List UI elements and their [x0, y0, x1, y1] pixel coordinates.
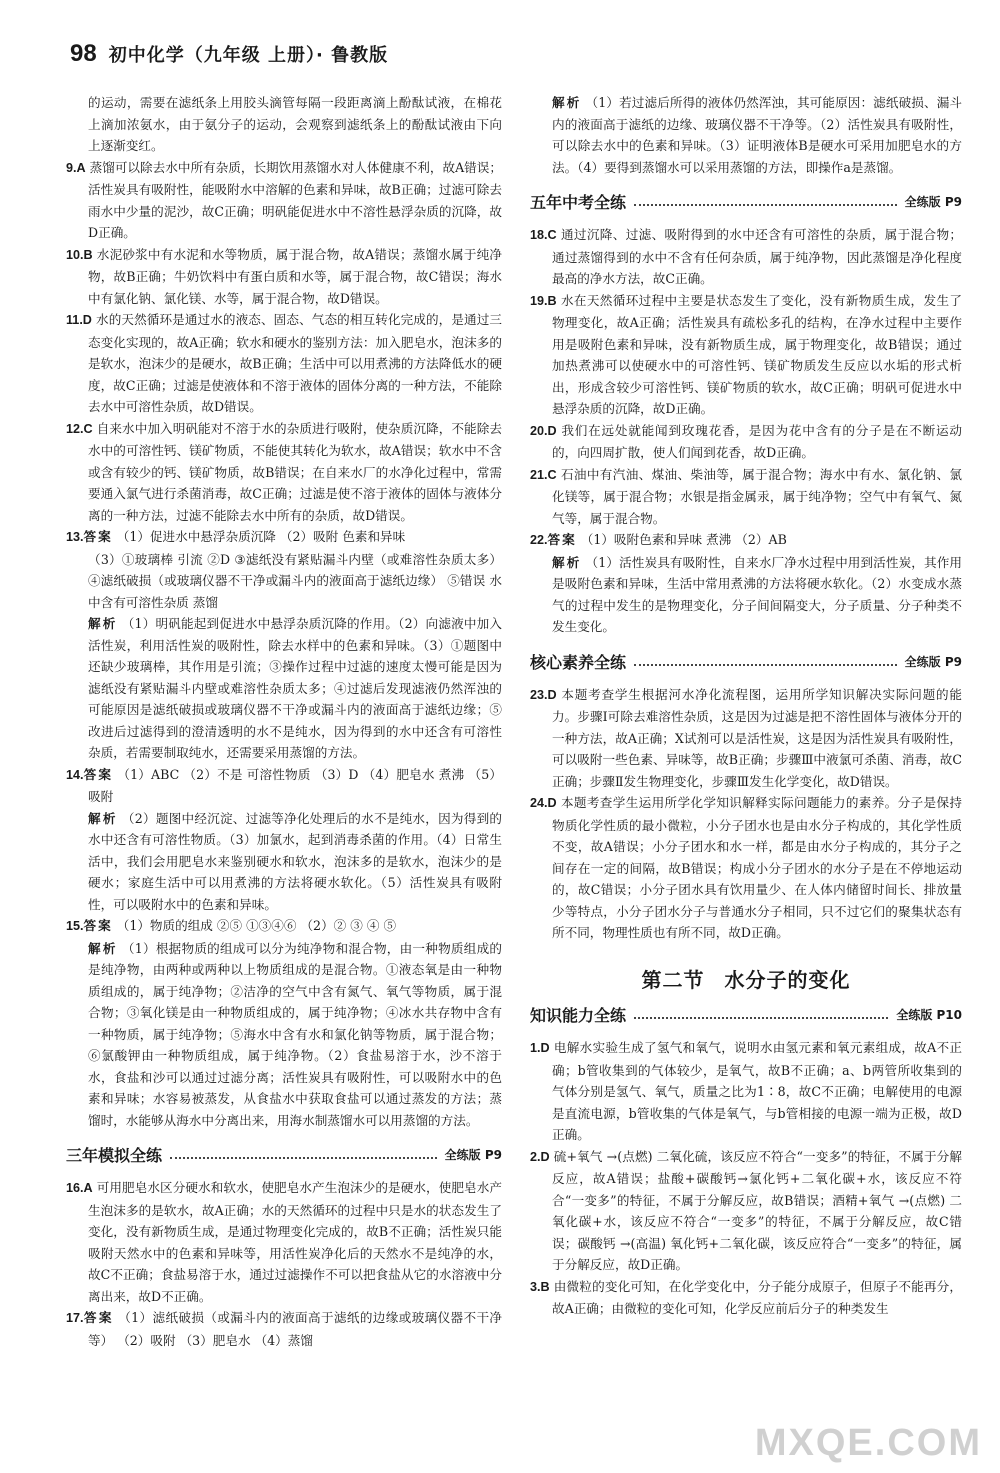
item-number: 16.A: [66, 1181, 93, 1195]
answer-12: [66, 418, 502, 527]
item-number: 3.B: [530, 1279, 550, 1294]
section-ref: 全练版 P9: [904, 654, 962, 669]
chapter-title: 水分子的变化: [724, 967, 851, 992]
answer-10: [66, 244, 502, 310]
chapter-heading: [530, 967, 962, 992]
item-text: 电解水实验生成了氢气和氧气，说明水由氢元素和氧元素组成，故A不正确；b管收集到的气体较少，是氧气，故B不正确；a、b两管所收集到的气体分别是氢气、氧气，质量之比为1∶8，故C不正确；电解使用的电源是直流电源，b管收集的气体是氧气，与b管相接的电源一端为正极，故D正确。: [552, 1040, 962, 1142]
explanation-22: [530, 552, 962, 638]
leader-dots: [634, 664, 897, 666]
item-number: 15.: [66, 919, 84, 933]
answer-9: [66, 157, 502, 244]
answer-15: [66, 915, 502, 938]
item-number: 21.C: [530, 467, 557, 482]
answer-21: [530, 464, 962, 530]
item-text: 由微粒的变化可知，在化学变化中，分子能分成原子，但原子不能再分，故A正确；由微粒的变化可知，化学反应前后分子的种类发生: [552, 1278, 962, 1316]
answer-text: （1）滤纸破损（或漏斗内的液面高于滤纸的边缘或玻璃仪器不干净等） （2）吸附 （3）肥皂水 （4）蒸馏: [88, 1310, 503, 1348]
section-header-sannian: [66, 1139, 502, 1173]
answer-label: 答案: [547, 532, 577, 547]
item-text: 蒸馏可以除去水中所有杂质，长期饮用蒸馏水对人体健康不利，故A错误；活性炭具有吸附性，能吸附水中溶解的色素和异味，故B正确；过滤可除去雨水中少量的泥沙，故C正确；明矾能促进水中不溶性悬浮杂质的沉降，故D正确。: [88, 159, 502, 240]
item-text: 水在天然循环过程中主要是状态发生了变化，没有新物质生成，发生了物理变化，故A正确；活性炭具有疏松多孔的结构，在净水过程中主要作用是吸附色素和异味，没有新物质生成，属于物理变化，故B错误；通过加热煮沸可以使硬水中的可溶性钙、镁矿物质发生反应以水垢的形式析出，形成含较少可溶性钙、镁矿物质的软水，故C正确；明矾可促进水中悬浮杂质的沉降，故D正确。: [552, 292, 962, 416]
section-title: 知识能力全练: [530, 1006, 627, 1026]
answer-19: [530, 290, 962, 420]
answer-text: （1）ABC （2）不是 可溶性物质 （3）D （4）肥皂水 煮沸 （5）吸附: [88, 766, 502, 804]
section-title: 核心素养全练: [530, 652, 627, 672]
answer-label: 答案: [83, 766, 114, 782]
section-ref: 全练版 P9: [444, 1148, 502, 1163]
item-number: 20.D: [530, 423, 557, 438]
section-ref: 全练版 P10: [896, 1008, 962, 1023]
item-number: 1.D: [530, 1041, 550, 1055]
chapter-number: 第二节: [641, 967, 705, 992]
section-ref: 全练版 P9: [904, 195, 962, 210]
answer-text: （1）物质的组成 ②⑤ ①③④⑥ （2）② ③ ④ ⑤: [116, 918, 397, 933]
item-number: 22.: [530, 533, 548, 547]
explanation-text: （1）若过滤后所得的液体仍然浑浊，其可能原因：滤纸破损、漏斗内的液面高于滤纸的边缘、玻璃仪器不干净等。（2）活性炭具有吸附性，可以除去水中的色素和异味。（3）证明液体B是硬水可采用加肥皂水的方法。（4）要得到蒸馏水可以采用蒸馏的方法，即操作a是蒸馏。: [552, 95, 963, 175]
explanation-13: [66, 613, 502, 764]
item-number: 13.: [66, 530, 84, 544]
item-number: 11.D: [66, 313, 92, 327]
item-text: 水的天然循环是通过水的液态、固态、气态的相互转化完成的，是通过三态变化实现的，故A正确；软水和硬水的鉴别方法：加入肥皂水，泡沫多的是软水，泡沫少的是硬水，故B正确；生活中可以用煮沸的方法降低水的硬度，故C正确；过滤是使液体和不溶于液体的固体分离的一种方法，不能除去水中可溶性杂质，故D错误。: [88, 312, 502, 414]
item-text: 通过沉降、过滤、吸附得到的水中还含有可溶性的杂质，属于混合物；通过蒸馏得到的水中不含有任何杂质，属于纯净物，因此蒸馏是净化程度最高的净水方法，故C正确。: [552, 227, 962, 286]
answer-text: （1）吸附色素和异味 煮沸 （2）AB: [580, 532, 787, 547]
answer-11: [66, 309, 502, 418]
site-watermark: MXQE.COM: [754, 1422, 982, 1464]
section-header-zhishi: [530, 999, 962, 1033]
answer-label: 答案: [83, 1310, 114, 1325]
explanation-label: 解析: [88, 616, 118, 631]
answer-22: [530, 529, 962, 552]
answer-18: [530, 224, 962, 290]
explanation-label: 解析: [88, 810, 118, 826]
item-number: 12.C: [66, 421, 93, 436]
explanation-label: 解析: [88, 940, 118, 956]
item-number: 9.A: [66, 160, 86, 175]
item-number: 19.B: [530, 293, 557, 308]
explanation-text: （1）根据物质的组成可以分为纯净物和混合物，由一种物质组成的是纯净物，由两种或两种以上物质组成的是混合物。①液态氧是由一种物质组成的，属于纯净物；②洁净的空气中含有氮气、氧气等物质，属于混合物；③氧化镁是由一种物质组成的，属于纯净物；④冰水共存物中含有一种物质，属于纯净物；⑤海水中含有水和氯化钠等物质，属于混合物；⑥氯酸钾由一种物质组成，属于纯净物。（2）食盐易溶于水，沙不溶于水，食盐和沙可以通过过滤分离；活性炭具有吸附性，可以吸附水中的色素和异味；水容易被蒸发，从食盐水中获取食盐可以通过蒸发的方法；蒸馏时，水能够从海水中分离出来，用海水制蒸馏水可以用蒸馏的方法。: [88, 940, 503, 1128]
answer-text: （1）促进水中悬浮杂质沉降 （2）吸附 色素和异味: [116, 529, 406, 544]
item-text: 石油中有汽油、煤油、柴油等，属于混合物；海水中有水、氯化钠、氯化镁等，属于混合物；水银是指金属汞，属于纯净物；空气中有氧气、氮气等，属于混合物。: [552, 466, 962, 526]
right-column: [530, 92, 962, 1320]
item-text: 水泥砂浆中有水泥和水等物质，属于混合物，故A错误；蒸馏水属于纯净物，故B正确；牛奶饮料中有蛋白质和水等，属于混合物，故C错误；海水中有氯化钠、氯化镁、水等，属于混合物，故D错误。: [88, 246, 502, 306]
item-number: 24.D: [530, 796, 557, 810]
section-header-hexin: [530, 646, 962, 680]
answer-13: [66, 526, 502, 549]
explanation-15: [66, 938, 502, 1132]
item-number: 2.D: [530, 1149, 550, 1164]
item-text: 可用肥皂水区分硬水和软水，使肥皂水产生泡沫少的是硬水，使肥皂水产生泡沫多的是软水，故A正确；水的天然循环的过程中只是水的状态发生了变化，没有新物质生成，是通过物理变化完成的，故B不正确；活性炭只能吸附天然水中的色素和异味等，用活性炭净化后的天然水不是纯净的水，故C不正确；食盐易溶于水，通过过滤操作不可以把食盐从它的水溶液中分离出来，故D不正确。: [88, 1180, 502, 1304]
answer-14: [66, 764, 502, 808]
answer-k2: [530, 1146, 962, 1276]
item-number: 10.B: [66, 247, 93, 262]
leader-dots: [634, 1017, 888, 1019]
explanation-label: 解析: [552, 554, 582, 570]
item-text: 硫+氧气 →(点燃) 二氧化硫，该反应不符合“一变多”的特征，不属于分解反应，故A错误；盐酸+碳酸钙→氯化钙+二氧化碳+水，该反应不符合“一变多”的特征，不属于分解反应，故B错误；酒精+氧气 →(点燃) 二氧化碳+水，该反应不符合“一变多”的特征，不属于分解反应，故C错误；碳酸钙 →(高温) 氧化钙+二氧化碳，该反应符合“一变多”的特征，属于分解反应，故D正确。: [552, 1148, 962, 1272]
section-title: 三年模拟全练: [66, 1146, 163, 1166]
section-header-wunian: [530, 186, 962, 220]
answer-k1: [530, 1037, 962, 1146]
explanation-17: [530, 92, 962, 178]
item-number: 23.D: [530, 687, 557, 702]
answer-k3: [530, 1276, 962, 1320]
answer-16: [66, 1177, 502, 1307]
intro-paragraph: 的运动，需要在滤纸条上用胶头滴管每隔一段距离滴上酚酞试液，在棉花上滴加浓氨水，由于氨分子的运动，会观察到滤纸条上的酚酞试液由下向上逐渐变红。: [88, 95, 502, 153]
explanation-text: （1）活性炭具有吸附性，自来水厂净水过程中用到活性炭，其作用是吸附色素和异味，生活中常用煮沸的方法将硬水软化。（2）水变成水蒸气的过程中发生的是物理变化，分子间间隔变大，分子质量、分子种类不发生变化。: [552, 554, 963, 634]
section-title: 五年中考全练: [530, 193, 627, 213]
left-column: [66, 92, 502, 1351]
answer-20: [530, 420, 962, 464]
item-text: 我们在远处就能闻到玫瑰花香，是因为花中含有的分子是在不断运动的，向四周扩散，使人们闻到花香，故D正确。: [552, 422, 962, 460]
answer-13-part3: （3）①玻璃棒 引流 ②D ③滤纸没有紧贴漏斗内壁（或难溶性杂质太多） ④滤纸破损（或玻璃仪器不干净或漏斗内的液面高于滤纸边缘） ⑤错误 水中含有可溶性杂质 蒸馏: [88, 551, 502, 610]
item-number: 18.C: [530, 228, 557, 242]
item-number: 17.: [66, 1311, 84, 1325]
answer-23: [530, 684, 962, 793]
item-number: 14.: [66, 767, 84, 782]
page-header: [70, 40, 388, 68]
explanation-14: [66, 808, 502, 916]
item-text: 本题考查学生根据河水净化流程图，运用所学知识解决实际问题的能力。步骤Ⅰ可除去难溶性杂质，这是因为过滤是把不溶性固体与液体分开的一种方法，故A正确；X试剂可以是活性炭，这是因为活性炭具有吸附性，可以吸附一些色素、异味等，故B正确；步骤Ⅲ中液氯可杀菌、消毒，故C正确；步骤Ⅱ发生物理变化，步骤Ⅲ发生化学变化，故D错误。: [552, 686, 962, 789]
page-number: 98: [70, 40, 97, 67]
answer-17: [66, 1307, 502, 1351]
answer-24: [530, 792, 962, 944]
explanation-text: （2）题图中经沉淀、过滤等净化处理后的水不是纯水，因为得到的水中还含有可溶性物质。（3）加氯水，起到消毒杀菌的作用。（4）日常生活中，我们会用肥皂水来鉴别硬水和软水，泡沫多的是软水，泡沫少的是硬水；家庭生活中可以用煮沸的方法将硬水软化。（5）活性炭具有吸附性，可以吸附水中的色素和异味。: [88, 810, 503, 912]
leader-dots: [634, 204, 897, 206]
explanation-text: （1）明矾能起到促进水中悬浮杂质沉降的作用。（2）向滤液中加入活性炭，利用活性炭的吸附性，除去水样中的色素和异味。（3）①题图中还缺少玻璃棒，其作用是引流；③操作过程中过滤的速度太慢可能是因为滤纸没有紧贴漏斗内壁或难溶性杂质太多；④过滤后发现滤液仍然浑浊的可能原因是滤纸破损或玻璃仪器不干净或漏斗内的液面高于滤纸边缘；⑤改进后过滤得到的澄清透明的水不是纯水，因为得到的水中还含有可溶性杂质，若需要制取纯水，还需要采用蒸馏的方法。: [88, 616, 502, 760]
leader-dots: [170, 1157, 437, 1159]
item-text: 本题考查学生运用所学化学知识解释实际问题能力的素养。分子是保持物质化学性质的最小微粒，小分子团水也是由水分子构成的，其化学性质不变，故A错误；小分子团水和水一样，都是由水分子构成的，其分子之间存在一定的间隔，故B错误；构成小分子团水的水分子是在不停地运动的，故C错误；小分子团水具有饮用量少、在人体内储留时间长、排放量少等特点，小分子团水分子与普通水分子相同，只不过它们的聚集状态有所不同，物理性质也有所不同，故D正确。: [552, 795, 962, 940]
answer-label: 答案: [83, 529, 113, 544]
item-text: 自来水中加入明矾能对不溶于水的杂质进行吸附，使杂质沉降，不能除去水中的可溶性钙、镁矿物质，不能使其转化为软水，故A错误；软水中不含或含有较少的钙、镁矿物质，故B错误；在自来水厂的水净化过程中，常需要通入氯气进行杀菌消毒，故C正确；过滤是使不溶于液体的固体与液体分离的一种方法，过滤不能除去水中所有的杂质，故D错误。: [88, 420, 502, 523]
answer-label: 答案: [83, 918, 113, 933]
book-title: 初中化学（九年级 上册）· 鲁教版: [108, 45, 389, 66]
explanation-label: 解析: [552, 95, 582, 110]
